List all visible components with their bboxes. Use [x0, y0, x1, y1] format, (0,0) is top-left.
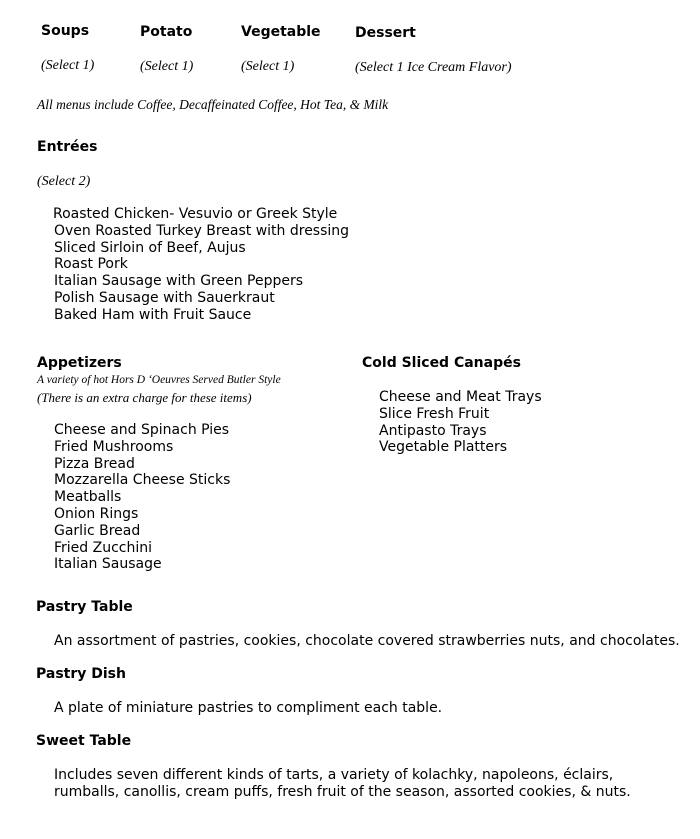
appetizers-note-variety: A variety of hot Hors D ‘Oeuvres Served Butler Style [37, 374, 281, 386]
list-item: Polish Sausage with Sauerkraut [54, 289, 275, 306]
pastry-dish-text: A plate of miniature pastries to compliment each table. [54, 700, 443, 716]
entrees-list [53, 206, 349, 324]
appetizers-note-charge: (There is an extra charge for these items) [37, 390, 252, 405]
list-item: Pizza Bread [54, 455, 135, 472]
list-item: Italian Sausage with Green Peppers [54, 273, 304, 290]
list-item: Garlic Bread [54, 522, 141, 539]
canapes-list [379, 389, 542, 456]
list-item: Mozzarella Cheese Sticks [54, 472, 231, 489]
soups-heading: Soups [41, 23, 90, 39]
list-item: Slice Fresh Fruit [379, 405, 490, 422]
list-item: Vegetable Platters [379, 439, 508, 456]
potato-note: (Select 1) [140, 59, 194, 74]
list-item: Onion Rings [54, 505, 139, 522]
vegetable-note: (Select 1) [241, 59, 295, 74]
list-item: Cheese and Spinach Pies [54, 422, 230, 438]
entrees-note: (Select 2) [37, 174, 91, 189]
list-item: Cheese and Meat Trays [379, 389, 542, 405]
soups-note: (Select 1) [41, 58, 95, 73]
pastry-table-text: An assortment of pastries, cookies, chocolate covered strawberries nuts, and chocolates. [54, 633, 680, 649]
entrees-heading: Entrées [37, 139, 98, 155]
pastry-table-heading: Pastry Table [36, 599, 133, 615]
canapes-heading: Cold Sliced Canapés [362, 355, 521, 371]
list-item: Sliced Sirloin of Beef, Aujus [54, 239, 246, 256]
list-item: Oven Roasted Turkey Breast with dressing [54, 222, 350, 239]
list-item: Roasted Chicken- Vesuvio or Greek Style [53, 206, 338, 222]
vegetable-heading: Vegetable [241, 24, 321, 40]
sweet-table-text: Includes seven different kinds of tarts, a variety of kolachky, napoleons, éclairs, rumballs, canollis, cream puffs, fresh fruit of the season, assorted cookies, & nuts. [54, 767, 631, 800]
list-item: Antipasto Trays [379, 422, 487, 439]
appetizers-list [54, 422, 230, 573]
list-item: Fried Zucchini [54, 539, 153, 556]
dessert-heading: Dessert [355, 25, 416, 41]
list-item: Baked Ham with Fruit Sauce [54, 306, 252, 323]
list-item: Meatballs [54, 489, 122, 506]
pastry-dish-heading: Pastry Dish [36, 666, 126, 682]
list-item: Italian Sausage [54, 556, 162, 573]
includes-note: All menus include Coffee, Decaffeinated Coffee, Hot Tea, & Milk [37, 97, 389, 112]
dessert-note: (Select 1 Ice Cream Flavor) [355, 60, 512, 75]
potato-heading: Potato [140, 24, 193, 40]
list-item: Fried Mushrooms [54, 438, 174, 455]
list-item: Roast Pork [54, 256, 128, 273]
appetizers-heading: Appetizers [37, 355, 122, 371]
sweet-table-heading: Sweet Table [36, 733, 132, 749]
